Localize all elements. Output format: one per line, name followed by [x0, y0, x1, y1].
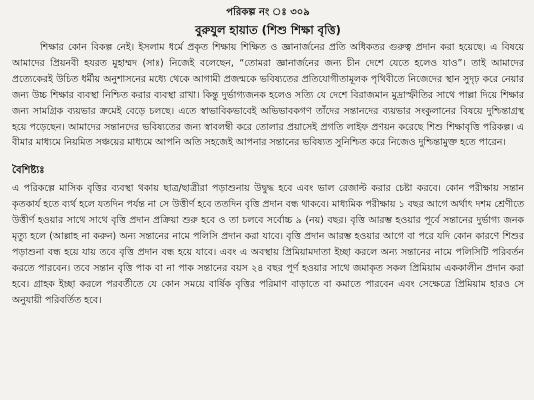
intro-paragraph: শিক্ষার কোন বিকল্প নেই। ইসলাম ধর্মে প্রকৃত শিক্ষায় শিক্ষিত ও জ্ঞানার্জনের প্রতি অধিকতর গুরুত্ব প্রদান করা হয়েছে। এ বিষয়ে আমাদের প্রিয়নবী হযরত মুহাম্মদ (সাঃ) নিজেই বলেছেন, “তোমরা জ্ঞানার্জনের জন্য চীন দেশে যেতে হলেও যাও”। তাই আমাদের প্রত্যেকেরই উচিত ধর্মীয় অনুশাসনের মধ্যে থেকে আগামী প্রজন্মকে ভবিষ্যতের প্রতিযোগীতামূলক পৃথিবীতে নিজেদের স্থান সুদৃঢ় করে নেয়ার জন্য উচ্চ শিক্ষার ব্যবস্থা নিশ্চিত করার ব্যবস্থা রাখা। কিন্তু দুর্ভাগ্যজনক হলেও সত্যি যে দেশে বিরাজমান মুদ্রাস্ফীতির সাথে পাল্লা দিয়ে শিক্ষার জন্য সামগ্রিক ব্যয়ভার ক্রমেই বেড়ে চলছে। এতে স্বাভাবিকভাবেই অভিভাবকগণ তাঁদের সন্তানদের ব্যয়ভার সংকুলানের বিষয়ে দুশ্চিন্তাগ্রস্থ হয়ে পড়েছেন। আমাদের সন্তানদের ভবিষ্যতের জন্য স্বাবলম্বী করে তোলার প্রয়াসেই প্রগতি লাইফ প্রণয়ন করেছে শিশু শিক্ষাবৃত্তি পরিকল্প। এ বীমার মাধ্যমে নিয়মিত সঞ্চয়ের মাধ্যমে আপনি অতি সহজেই আপনার সন্তানের ভবিষ্যত সুনিশ্চিত করে নিজেও দুশ্চিন্তামুক্ত হতে পারেন। [12, 42, 524, 149]
plan-number-title: পরিকল্প নং ঃ ৩০৯ [226, 7, 310, 18]
features-heading: বৈশিষ্ট্যঃ [12, 165, 45, 177]
features-paragraph: এ পরিকল্পে মাসিক বৃত্তির ব্যবস্থা থকায় ছাত্র/ছাত্রীরা পড়াশুনায় উদ্বুদ্ধ হবে এবং ভাল রেজাল্ট করার চেষ্টা করবে। কোন পরীক্ষায় সন্তান কৃতকার্য হতে ব্যর্থ হলে যতদিন পর্যন্ত না সে উত্তীর্ণ হবে ততদিন বৃত্তি প্রদান বন্ধ থাকবে। মাধ্যমিক পরীক্ষায় ১ বছর আগে অর্থাৎ দশম শ্রেণীতে উত্তীর্ণ হওয়ার সাথে সাথে বৃত্তি প্রদান প্রক্রিয়া শুরু হবে ও তা চলবে সর্বোচ্চ ৯ (নয়) বছর। বৃত্তি আরম্ভ হওয়ার পূর্বে সন্তানের দুর্ভাগ্য জনক মৃত্যু হলে (আল্লাহ না করুন) অন্য সন্তানের নামে পলিসি প্রদান করা যাবে। বৃত্তি প্রদান আরম্ভ হওয়ার আগে বা পরে যদি কোন কারণে শিশুর পড়াশুনা বন্ধ হয়ে যায় তবে বৃত্তি প্রদান বন্ধ হয়ে যাবে। এবং এ অবস্থায় প্রিমিয়ামদাতা ইচ্ছা করলে অন্য সন্তানের নামে পলিসিটি পরিবর্তন করতে পারবেন। তবে সন্তান বৃত্তি পাক বা না পাক সন্তানের বয়স ২৪ বছর পূর্ণ হওয়ার সাথে জমাকৃত সকল প্রিমিয়াম এককালীন প্রদান করা হবে। গ্রাহক ইচ্ছা করলে পরবর্তীতে যে কোন সময়ে বার্ষিক বৃত্তির পরিমাণ বাড়াতে বা কমাতে পারবেন এবং সেক্ষেত্রে প্রিমিয়াম হারও সে অনুযায়ী পরিবর্তিত হবে। [12, 183, 524, 306]
plan-name-subtitle: বুরুযুল হায়াত (শিশু শিক্ষা বৃত্তি) [195, 23, 341, 37]
